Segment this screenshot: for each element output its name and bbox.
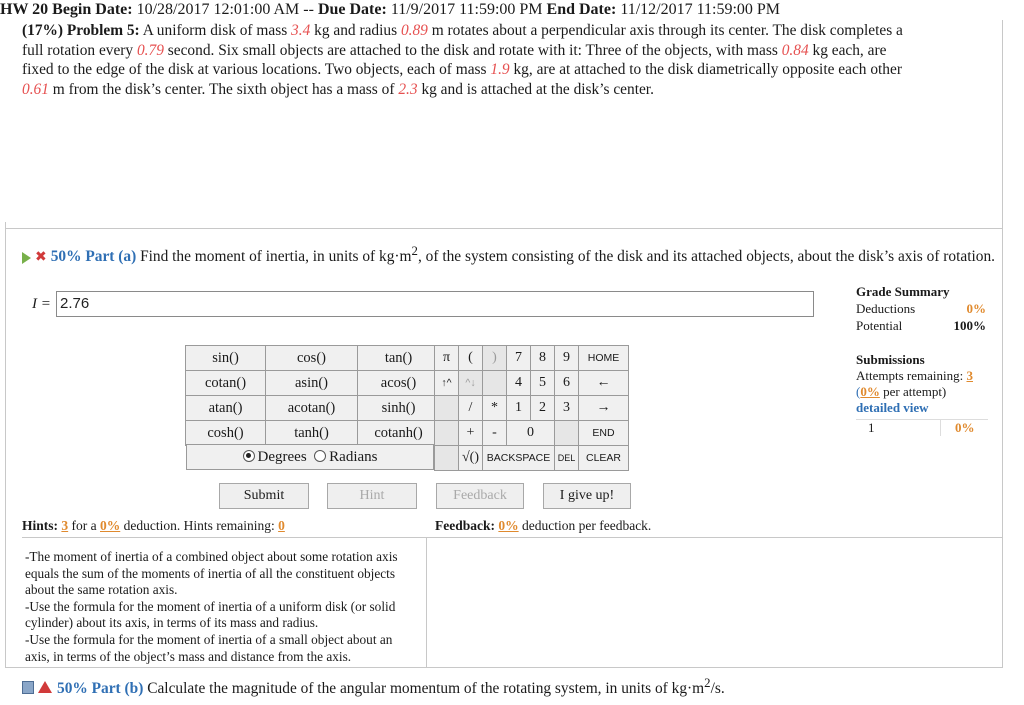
key-8[interactable]: 8	[531, 346, 555, 371]
feedback-summary	[435, 518, 651, 534]
close-x-icon: ✖	[35, 249, 47, 266]
panel-border	[5, 228, 1003, 229]
hints-label: Hints:	[22, 518, 59, 533]
grade-summary	[856, 283, 986, 334]
due-label: Due Date:	[317, 1, 387, 18]
fn-acotan-button[interactable]: acotan()	[266, 396, 358, 421]
problem-text: kg each, are fixed to the edge of the disk at various locations. Two objects, each of mass	[22, 41, 887, 79]
separator: --	[303, 1, 314, 18]
part-b-text: Calculate the magnitude of the angular momentum of the rotating system, in units of kg·m	[147, 680, 705, 698]
feedback-text: deduction per feedback.	[522, 518, 652, 533]
hint-button[interactable]: Hint	[327, 483, 417, 509]
submit-button[interactable]: Submit	[219, 483, 309, 509]
hints-pct: 0%	[100, 518, 121, 533]
key-2[interactable]: 2	[531, 396, 555, 421]
key-divide[interactable]: /	[459, 396, 483, 421]
part-b-sup: 2	[704, 676, 711, 690]
end-date: 11/12/2017 11:59:00 PM	[620, 1, 781, 18]
feedback-pct: 0%	[498, 518, 519, 533]
hint-item: -The moment of inertia of a combined object about some rotation axis equals the sum of the moments of inertia of all the constituent objects about the same rotation axis.	[25, 549, 398, 598]
warning-icon	[38, 681, 52, 693]
document-icon[interactable]	[22, 681, 34, 694]
part-b-question	[22, 673, 997, 699]
disk-mass-value: 3.4	[291, 22, 311, 39]
problem-text: A uniform disk of mass	[142, 22, 288, 39]
key-multiply[interactable]: *	[483, 396, 507, 421]
fn-asin-button[interactable]: asin()	[266, 371, 358, 396]
due-date: 11/9/2017 11:59:00 PM	[390, 1, 543, 18]
key-blank	[435, 446, 459, 471]
problem-text: kg, are at attached to the disk diametrically opposite each other	[513, 61, 902, 79]
fn-sin-button[interactable]: sin()	[186, 346, 266, 371]
key-1[interactable]: 1	[507, 396, 531, 421]
begin-date: 10/28/2017 12:01:00 AM	[136, 1, 300, 18]
submission-number: 1	[868, 420, 875, 435]
radians-radio[interactable]	[314, 450, 326, 462]
header-bar	[0, 0, 1024, 20]
fn-tan-button[interactable]: tan()	[358, 346, 440, 371]
problem-text: second. Six small objects are attached to the disk and rotate with it: Three of the objects, with mass	[167, 41, 778, 59]
fn-acos-button[interactable]: acos()	[358, 371, 440, 396]
per-attempt-label: per attempt)	[883, 384, 947, 399]
attempts-label: Attempts remaining:	[856, 368, 964, 383]
hw-label: HW 20	[0, 1, 49, 18]
hints-for-a: for a	[71, 518, 97, 533]
fn-cosh-button[interactable]: cosh()	[186, 421, 266, 446]
key-left-arrow[interactable]: ←	[579, 371, 629, 396]
key-plus[interactable]: +	[459, 421, 483, 446]
degrees-label: Degrees	[257, 449, 307, 465]
problem-text: m rotates about a perpendicular axis through its center. The disk completes a full rotation every	[22, 22, 903, 59]
answer-input[interactable]: 2.76	[56, 291, 814, 317]
end-label: End Date:	[546, 1, 617, 18]
key-9[interactable]: 9	[555, 346, 579, 371]
hint-item: -Use the formula for the moment of inertia of a small object about an axis, in terms of the object’s mass and distance from the axis.	[25, 631, 393, 664]
feedback-button[interactable]: Feedback	[436, 483, 524, 509]
key-down[interactable]: ^↓	[459, 371, 483, 396]
play-icon[interactable]	[22, 252, 31, 264]
answer-variable-label: I =	[32, 296, 51, 312]
problem-text: kg and is attached at the disk’s center.	[421, 81, 654, 99]
key-del[interactable]: DEL	[555, 446, 579, 471]
part-a-text-end: , of the system consisting of the disk and its attached objects, about the disk’s axis of rotation.	[417, 248, 996, 266]
fn-cos-button[interactable]: cos()	[266, 346, 358, 371]
center-mass-value: 2.3	[398, 81, 418, 99]
key-up[interactable]: ↑^	[435, 371, 459, 396]
attempts-value: 3	[966, 368, 973, 383]
fn-tanh-button[interactable]: tanh()	[266, 421, 358, 446]
edge-mass-value: 0.84	[781, 41, 809, 59]
key-rparen[interactable]: )	[483, 346, 507, 371]
part-a-question	[22, 241, 997, 268]
problem-statement	[22, 21, 912, 100]
fn-cotan-button[interactable]: cotan()	[186, 371, 266, 396]
angle-mode-selector	[186, 444, 434, 470]
submissions-panel: Submissions Attempts remaining: 3 (0% per attempt) detailed view 1 0%	[856, 352, 988, 436]
key-5[interactable]: 5	[531, 371, 555, 396]
radians-label: Radians	[329, 449, 378, 465]
hints-list	[25, 549, 420, 665]
fn-atan-button[interactable]: atan()	[186, 396, 266, 421]
part-b-label: 50% Part (b)	[57, 680, 144, 698]
key-pi[interactable]: π	[435, 346, 459, 371]
opposite-mass-value: 1.9	[490, 61, 510, 79]
fn-cotanh-button[interactable]: cotanh()	[358, 421, 440, 446]
period-value: 0.79	[136, 41, 164, 59]
key-lparen[interactable]: (	[459, 346, 483, 371]
key-0[interactable]: 0	[507, 421, 555, 446]
deductions-value: 0%	[966, 301, 986, 316]
hints-summary	[22, 518, 285, 534]
key-4[interactable]: 4	[507, 371, 531, 396]
begin-label: Begin Date:	[52, 1, 133, 18]
hint-item: -Use the formula for the moment of inertia of a uniform disk (or solid cylinder) about its axis, in terms of its mass and radius.	[25, 598, 396, 631]
part-a-text: Find the moment of inertia, in units of kg·m	[140, 248, 412, 266]
detailed-view-link[interactable]: detailed view	[856, 400, 929, 415]
problem-text: kg and radius	[314, 22, 398, 39]
part-a-label: 50% Part (a)	[50, 248, 137, 266]
key-blank	[435, 396, 459, 421]
key-sqrt[interactable]: √()	[459, 446, 483, 471]
key-minus[interactable]: -	[483, 421, 507, 446]
give-up-button[interactable]: I give up!	[543, 483, 631, 509]
part-a-sup: 2	[411, 244, 418, 258]
potential-label: Potential	[856, 318, 903, 333]
potential-value: 100%	[953, 318, 986, 333]
panel-border	[1002, 20, 1003, 668]
hints-count: 3	[61, 518, 69, 533]
submission-pct: 0%	[940, 420, 975, 436]
part-b-text-end: /s.	[710, 680, 725, 698]
feedback-label: Feedback:	[435, 518, 495, 533]
degrees-radio[interactable]	[243, 450, 255, 462]
per-attempt-pct: 0%	[860, 384, 880, 399]
function-keypad	[185, 345, 440, 446]
key-3[interactable]: 3	[555, 396, 579, 421]
key-backspace[interactable]: BACKSPACE	[483, 446, 555, 471]
key-end[interactable]: END	[579, 421, 629, 446]
disk-radius-value: 0.89	[400, 22, 428, 39]
problem-text: m from the disk’s center. The sixth object has a mass of	[52, 81, 395, 99]
key-right-arrow[interactable]: →	[579, 396, 629, 421]
key-6[interactable]: 6	[555, 371, 579, 396]
grade-summary-title: Grade Summary	[856, 284, 950, 299]
submissions-title: Submissions	[856, 352, 925, 367]
problem-heading: (17%) Problem 5:	[22, 22, 140, 39]
hints-remaining: 0	[278, 518, 285, 533]
key-clear[interactable]: CLEAR	[579, 446, 629, 471]
key-7[interactable]: 7	[507, 346, 531, 371]
key-blank	[555, 421, 579, 446]
hints-deduction-text: deduction. Hints remaining:	[123, 518, 275, 533]
deductions-label: Deductions	[856, 301, 916, 316]
panel-border	[5, 222, 6, 667]
key-blank	[435, 421, 459, 446]
key-blank	[483, 371, 507, 396]
distance-value: 0.61	[22, 81, 49, 99]
fn-sinh-button[interactable]: sinh()	[358, 396, 440, 421]
feedback-box	[427, 537, 1002, 667]
numeric-keypad	[434, 345, 629, 471]
key-home[interactable]: HOME	[579, 346, 629, 371]
panel-border	[5, 667, 1003, 668]
